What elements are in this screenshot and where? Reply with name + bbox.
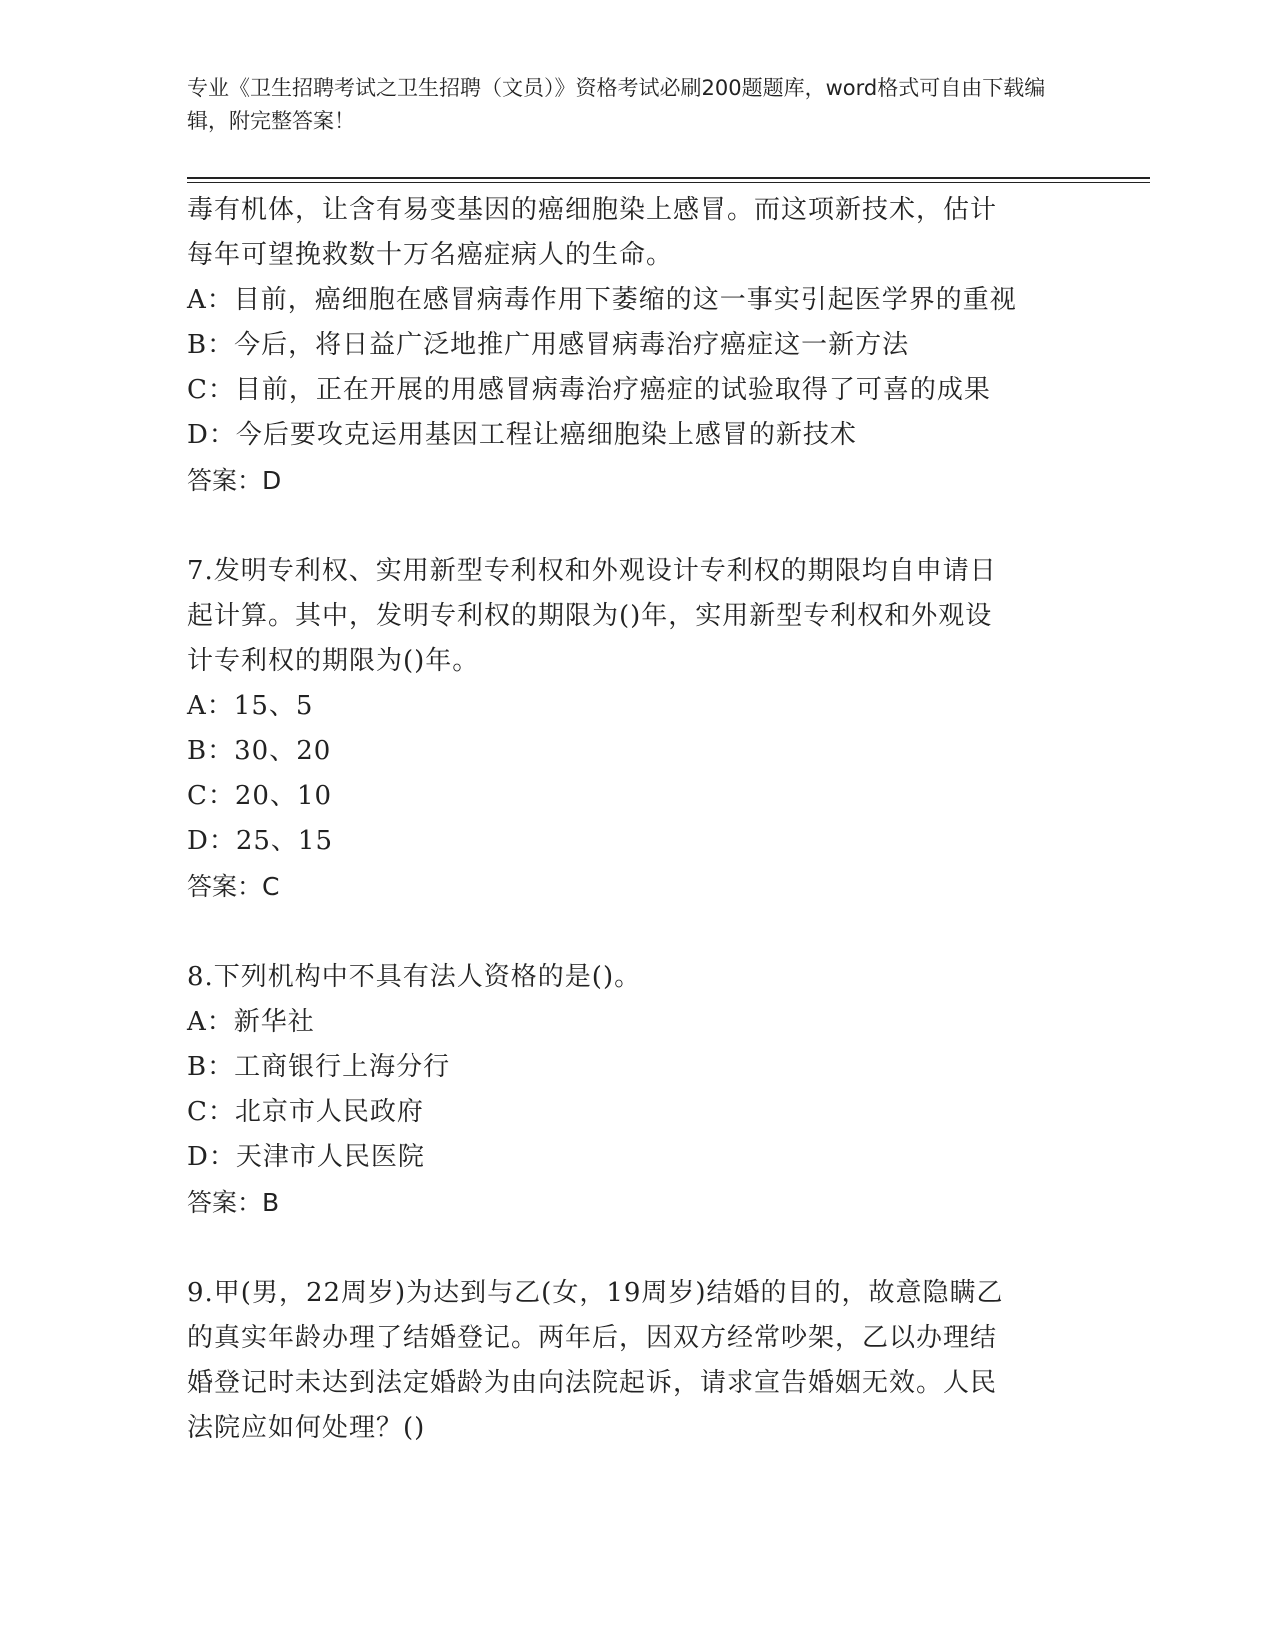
document-body [187, 188, 1087, 1451]
answer: 答案：C [187, 872, 280, 901]
option-d: D：天津市人民医院 [187, 1142, 425, 1172]
question-text-line: 起计算。其中，发明专利权的期限为()年，实用新型专利权和外观设 [187, 601, 993, 631]
option-a: A：目前，癌细胞在感冒病毒作用下萎缩的这一事实引起医学界的重视 [187, 285, 1017, 315]
question-7 [187, 549, 1087, 909]
question-6-continued [187, 188, 1087, 503]
question-text-line: 9.甲(男，22周岁)为达到与乙(女，19周岁)结婚的目的，故意隐瞒乙 [187, 1278, 1004, 1308]
option-c: C：北京市人民政府 [187, 1097, 424, 1127]
question-text-line: 计专利权的期限为()年。 [187, 646, 480, 676]
question-9 [187, 1271, 1087, 1451]
question-8 [187, 955, 1087, 1225]
answer: 答案：B [187, 1188, 280, 1217]
question-text-line: 的真实年龄办理了结婚登记。两年后，因双方经常吵架，乙以办理结 [187, 1323, 998, 1353]
question-text-line: 每年可望挽救数十万名癌症病人的生命。 [187, 240, 674, 270]
option-d: D：今后要攻克运用基因工程让癌细胞染上感冒的新技术 [187, 420, 857, 450]
question-text-line: 法院应如何处理？() [187, 1413, 426, 1443]
option-a: A：新华社 [187, 1007, 315, 1037]
option-c: C：20、10 [187, 781, 333, 811]
option-b: B：今后，将日益广泛地推广用感冒病毒治疗癌症这一新方法 [187, 330, 910, 360]
option-b: B：工商银行上海分行 [187, 1052, 451, 1082]
option-d: D：25、15 [187, 826, 334, 856]
option-c: C：目前，正在开展的用感冒病毒治疗癌症的试验取得了可喜的成果 [187, 375, 991, 405]
option-a: A：15、5 [187, 691, 314, 721]
question-text-line: 毒有机体，让含有易变基因的癌细胞染上感冒。而这项新技术，估计 [187, 195, 998, 225]
answer: 答案：D [187, 466, 282, 495]
document-header: 专业《卫生招聘考试之卫生招聘（文员）》资格考试必刷200题题库，word格式可自由下载编辑，附完整答案！ [187, 76, 1046, 133]
header-rule-thin [187, 182, 1150, 183]
question-text-line: 婚登记时未达到法定婚龄为由向法院起诉，请求宣告婚姻无效。人民 [187, 1368, 998, 1398]
header-rule-thick [187, 177, 1150, 179]
option-b: B：30、20 [187, 736, 332, 766]
question-text-line: 7.发明专利权、实用新型专利权和外观设计专利权的期限均自申请日 [187, 556, 997, 586]
question-text-line: 8.下列机构中不具有法人资格的是()。 [187, 962, 642, 992]
